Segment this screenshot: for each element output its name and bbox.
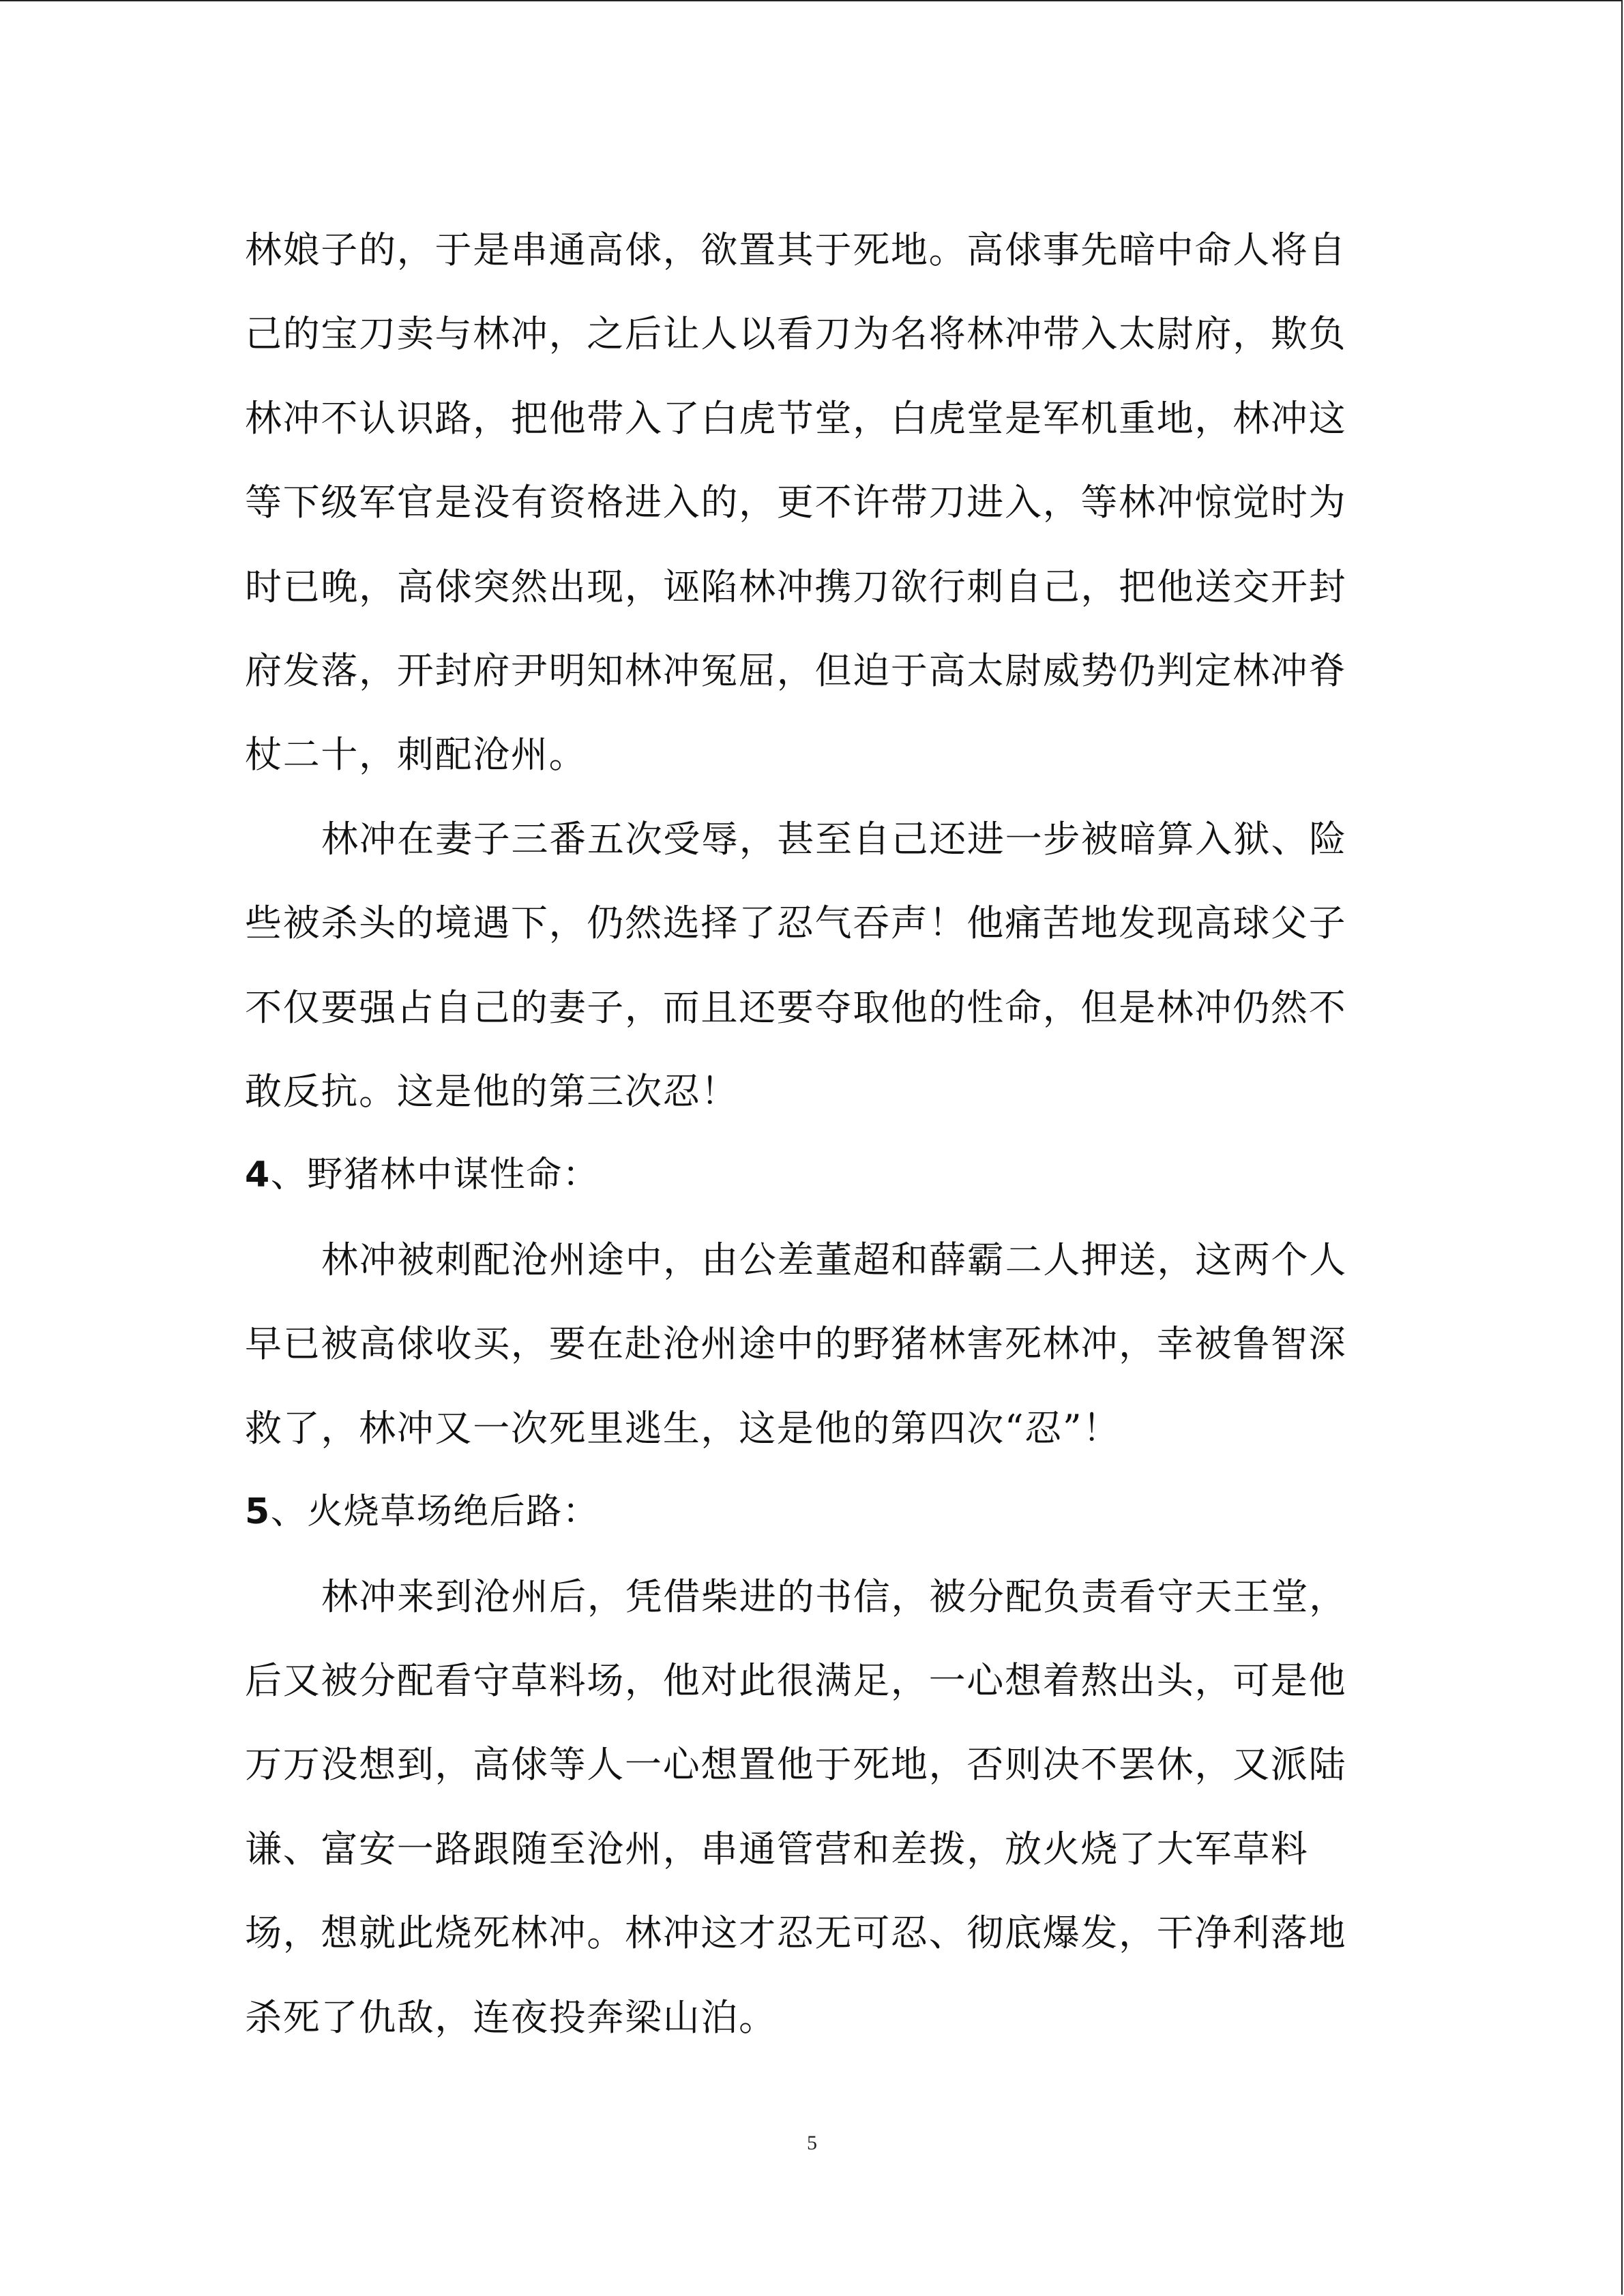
section-number: 5 (245, 1491, 271, 1533)
text-line: 些被杀头的境遇下，仍然选择了忍气吞声！他痛苦地发现高球父子 (245, 901, 1347, 945)
text-line: 林冲不认识路，把他带入了白虎节堂，白虎堂是军机重地，林冲这 (245, 396, 1347, 440)
text-line: 救了，林冲又一次死里逃生，这是他的第四次“忍”！ (245, 1406, 1121, 1450)
paragraph (245, 1218, 1363, 1470)
page-number: 5 (807, 2132, 817, 2154)
paragraph (245, 797, 1363, 1134)
text-line: 林冲在妻子三番五次受辱，甚至自己还进一步被暗算入狱、险 (321, 817, 1347, 861)
text-line: 杀死了仇敌，连夜投奔梁山泊。 (245, 1995, 777, 2039)
text-line: 林娘子的，于是串通高俅，欲置其于死地。高俅事先暗中命人将自 (245, 228, 1347, 271)
text-line: 杖二十，刺配沧州。 (245, 733, 587, 777)
paragraph (245, 208, 1363, 797)
text-line: 林冲来到沧州后，凭借柴进的书信，被分配负责看守天王堂， (321, 1575, 1347, 1618)
paragraph (245, 1555, 1363, 2059)
text-line: 己的宝刀卖与林冲，之后让人以看刀为名将林冲带入太尉府，欺负 (245, 312, 1347, 356)
section-heading (245, 1133, 1363, 1217)
text-line: 时已晚，高俅突然出现，诬陷林冲携刀欲行刺自己，把他送交开封 (245, 565, 1347, 608)
text-line: 后又被分配看守草料场，他对此很满足，一心想着熬出头，可是他 (245, 1658, 1347, 1702)
text-line: 等下级军官是没有资格进入的，更不许带刀进入，等林冲惊觉时为 (245, 481, 1347, 524)
text-line: 万万没想到，高俅等人一心想置他于死地，否则决不罢休，又派陆 (245, 1743, 1347, 1787)
section-heading (245, 1470, 1363, 1554)
document-body (245, 208, 1363, 2059)
section-title: 、野猪林中谋性命： (270, 1154, 600, 1196)
text-line: 场，想就此烧死林冲。林冲这才忍无可忍、彻底爆发，干净利落地 (245, 1911, 1347, 1955)
text-line: 谦、富安一路跟随至沧州，串通管营和差拨，放火烧了大军草料 (245, 1827, 1309, 1870)
text-line: 早已被高俅收买，要在赴沧州途中的野猪林害死林冲，幸被鲁智深 (245, 1322, 1347, 1366)
text-line: 不仅要强占自己的妻子，而且还要夺取他的性命，但是林冲仍然不 (245, 985, 1347, 1029)
section-title: 、火烧草场绝后路： (270, 1491, 600, 1533)
text-line: 林冲被刺配沧州途中，由公差董超和薛霸二人押送，这两个人 (321, 1238, 1347, 1281)
text-line: 府发落，开封府尹明知林冲冤屈，但迫于高太尉威势仍判定林冲脊 (245, 649, 1347, 693)
section-number: 4 (245, 1154, 271, 1196)
text-line: 敢反抗。这是他的第三次忍！ (245, 1070, 739, 1114)
